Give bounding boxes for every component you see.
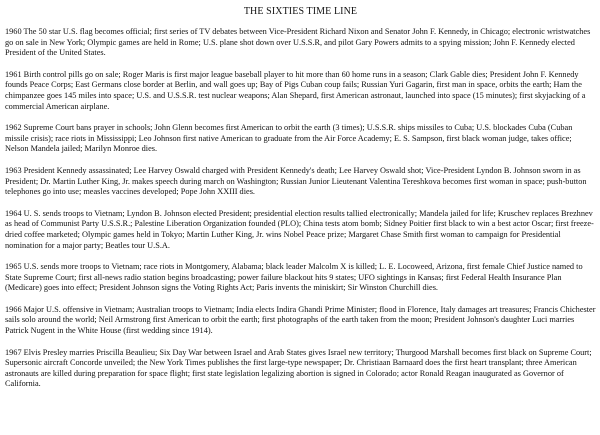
timeline-entry-1961 [5, 70, 596, 112]
timeline-entry-1965 [5, 262, 596, 294]
timeline-entry-1967 [5, 348, 596, 390]
entry-year: 1963 [5, 165, 22, 175]
entry-year: 1964 [5, 208, 22, 218]
document-title: THE SIXTIES TIME LINE [243, 6, 358, 17]
timeline-entry-1964 [5, 209, 596, 251]
entry-text: Elvis Presley marries Priscilla Beaulieu; Six Day War between Israel and Arab States gives Israel new territory; Thurgood Marshall becomes first black on Supreme Court; Supersonic aircraft Concorde unveiled; the New York Times publishes the first large-type newspaper; Dr. Christiaan Barnaard does the first heart transplant; three American astronauts are killed during preparation for space flight; first state legislation legalizing abortion is signed in Colorado; actor Ronald Reagan inaugurated as Governor of California. [5, 347, 592, 389]
entry-year: 1965 [5, 262, 22, 272]
entry-year: 1966 [5, 304, 22, 314]
timeline-entry-1963 [5, 166, 596, 198]
entry-year: 1967 [5, 347, 22, 357]
timeline-entry-1966 [5, 305, 596, 337]
entry-year: 1962 [5, 123, 22, 133]
entry-year: 1960 [5, 27, 22, 36]
entry-text: Major U.S. offensive in Vietnam; Australian troops to Vietnam; India elects Indira Ghandi Prime Minister; flood in Florence, Italy damages art treasures; Francis Chichester sails solo around the world; Neil Armstrong first American to orbit the earth; first photographs of the earth taken from the moon; President Johnson's daughter Luci marries Patrick Nugent in the White House (first wedding since 1914). [5, 304, 596, 336]
entry-text: President Kennedy assassinated; Lee Harvey Oswald charged with President Kennedy's death; Lee Harvey Oswald shot; Vice-President Lyndon B. Johnson sworn in as President; Dr. Martin Luther King, Jr. makes speech during march on Washington; Russian Junior Lieutenant Valentina Tereshkova becomes first woman in space; push-button telephones go into use; measles vaccines developed; Pope John XXIII dies. [5, 165, 587, 197]
entry-text: U.S. sends more troops to Vietnam; race riots in Montgomery, Alabama; black leader Malcolm X is killed; L. E. Locoweed, Arizona, first female Chief Justice named to State Supreme Court; first all-news radio station begins broadcasting; power failure blackout hits 9 states; UFO sightings in Kansas; first Federal Health Insurance Plan (Medicare) goes into effect; President Johnson signs the Voting Rights Act; Paris invents the miniskirt; Sir Winston Churchill dies. [5, 262, 583, 293]
timeline-entry-1962 [5, 123, 596, 155]
entry-text: U. S. sends troops to Vietnam; Lyndon B. Johnson elected President; presidential election results tallied electronically; Mandela jailed for life; Kruschev replaces Brezhnev as head of Communist Party U.S.S.R.; Palestine Liberation Organization founded (PLO); China tests atom bomb; Sidney Poitier first black to win a best actor Oscar; first freeze-dried coffee marketed; Olympic games held in Tokyo; Martin Luther King, Jr. wins Nobel Peace prize; Margaret Chase Smith first woman to campaign for Presidential nomination for a major party; Beatles tour U.S.A. [5, 208, 594, 250]
timeline-entry-1960 [5, 27, 596, 59]
entry-text: The 50 star U.S. flag becomes official; first series of TV debates between Vice-President Richard Nixon and Senator John F. Kennedy, in Chicago; electronic wristwatches go on sale in New York; Olympic games are held in Rome; U.S. plane shot down over U.S.S.R, and pilot Gary Powers admits to a spying mission; John F. Kennedy elected President of the United States. [5, 27, 591, 58]
entry-year: 1961 [5, 69, 22, 79]
entry-text: Supreme Court bans prayer in schools; John Glenn becomes first American to orbit the earth (3 times); U.S.S.R. ships missiles to Cuba; U.S. blockades Cuba (Cuban missile crisis); race riots in Mississippi; Leo Johnson first native American to graduate from the Air Force Academy; E. S. Sampson, first black woman judge, takes office; Nelson Mandela jailed; Marilyn Monroe dies. [5, 123, 573, 154]
entry-text: Birth control pills go on sale; Roger Maris is first major league baseball player to hit more than 60 home runs in a season; Clark Gable dies; President John F. Kennedy founds Peace Corps; East Germans close border at Berlin, and wall goes up; Bay of Pigs Cuban coup fails; Russian Yuri Gagarin, first man in space, orbits the earth; Ham the chimpanzee goes 145 miles into space; U.S. and U.S.S.R. test nuclear weapons; Alan Shepard, first American astronaut, launched into space (15 minutes); first skyjacking of a commercial American airplane. [5, 69, 586, 111]
